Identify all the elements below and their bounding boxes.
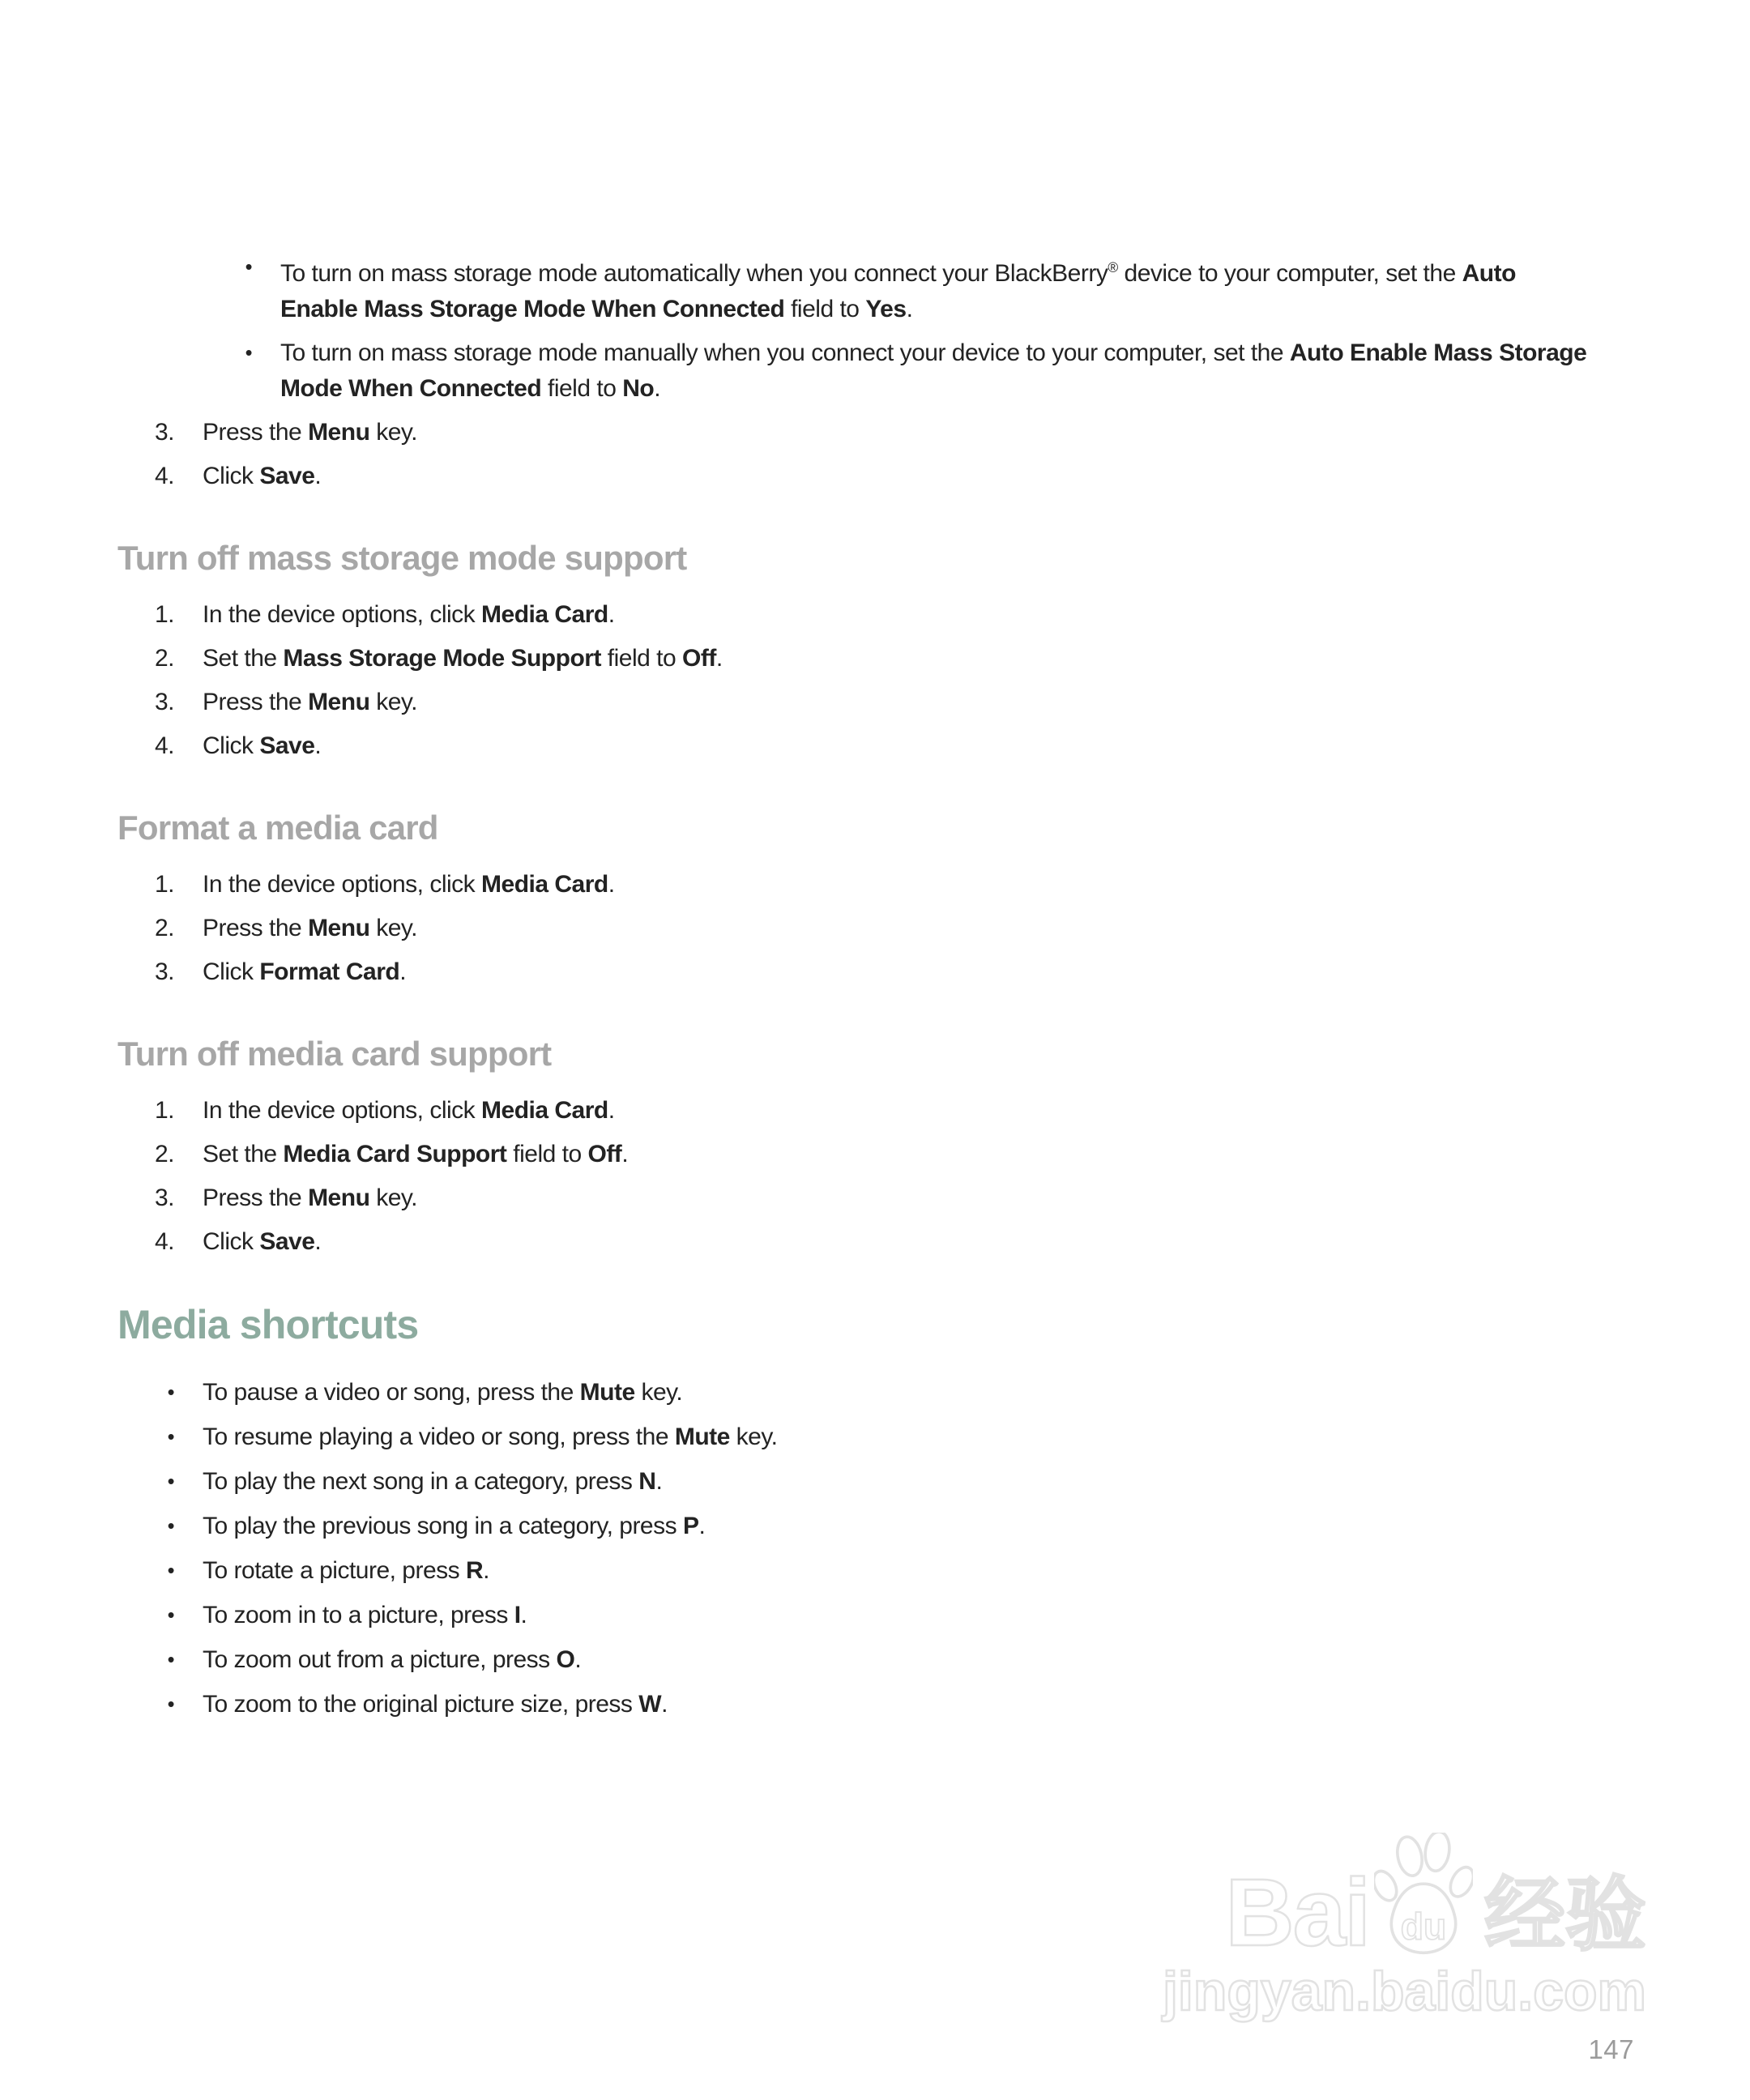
text-segment: key. xyxy=(369,915,418,941)
text-segment: . xyxy=(715,645,723,672)
text-segment: . xyxy=(314,1228,322,1255)
text-segment: O xyxy=(556,1646,575,1673)
list-item xyxy=(117,1224,1653,1260)
item-text xyxy=(203,1419,777,1455)
baidu-logo xyxy=(1163,1833,1646,1966)
text-segment: To resume playing a video or song, press the xyxy=(203,1423,675,1450)
baidu-jingyan-watermark xyxy=(1163,1833,1646,2022)
text-segment: key. xyxy=(369,689,418,715)
text-segment: Media Card xyxy=(481,601,608,628)
numbered-list xyxy=(117,867,1653,990)
text-segment: . xyxy=(661,1691,668,1718)
text-segment: Yes xyxy=(865,296,907,322)
text-segment: In the device options, click xyxy=(203,601,482,628)
text-segment: . xyxy=(520,1602,527,1628)
text-segment: To pause a video or song, press the xyxy=(203,1379,580,1406)
item-number: 2. xyxy=(154,1141,174,1167)
item-text xyxy=(203,1509,705,1544)
text-segment: Format Card xyxy=(259,958,400,985)
text-segment: field to xyxy=(506,1141,588,1167)
list-item xyxy=(117,597,1653,633)
text-segment: To play the next song in a category, press xyxy=(203,1468,639,1495)
text-segment: . xyxy=(399,958,407,985)
list-item xyxy=(117,459,1653,494)
item-text xyxy=(203,867,615,903)
list-item xyxy=(117,641,1653,677)
text-segment: device to your computer, set the xyxy=(1117,260,1462,287)
item-text xyxy=(203,1375,682,1411)
text-segment: Save xyxy=(259,732,315,759)
text-segment: Click xyxy=(203,1228,260,1255)
text-segment: In the device options, click xyxy=(203,871,482,898)
text-segment: Press the xyxy=(203,915,309,941)
text-segment: . xyxy=(698,1513,706,1539)
text-segment: To turn on mass storage mode automatically when you connect your BlackBerry xyxy=(280,260,1108,287)
item-number: 3. xyxy=(154,1184,174,1211)
text-segment: Set the xyxy=(203,645,284,672)
bullet-icon: • xyxy=(167,1649,174,1671)
item-text xyxy=(280,250,1516,327)
text-segment: Press the xyxy=(203,689,309,715)
item-text xyxy=(203,641,723,677)
text-segment: field to xyxy=(784,296,866,322)
bullet-icon: • xyxy=(167,1515,174,1538)
item-number: 1. xyxy=(154,871,174,898)
item-number: 2. xyxy=(154,915,174,941)
text-segment: I xyxy=(514,1602,521,1628)
bullet-icon: • xyxy=(167,1470,174,1493)
text-segment: W xyxy=(638,1691,662,1718)
text-segment: Press the xyxy=(203,1184,309,1211)
text-segment: . xyxy=(314,732,322,759)
text-segment: . xyxy=(608,601,615,628)
bullet-icon: • xyxy=(245,256,252,279)
item-text xyxy=(203,459,321,494)
text-segment: Save xyxy=(259,1228,315,1255)
text-segment: key. xyxy=(729,1423,778,1450)
list-item xyxy=(117,1464,1653,1500)
text-segment: Menu xyxy=(308,419,370,446)
bullet-icon: • xyxy=(245,342,252,365)
text-segment: Off xyxy=(587,1141,622,1167)
bullet-list xyxy=(117,1375,1653,1722)
text-segment: Auto xyxy=(1462,260,1516,287)
item-number: 2. xyxy=(154,645,174,672)
bullet-icon: • xyxy=(167,1426,174,1449)
item-text xyxy=(203,1687,668,1722)
item-text xyxy=(203,415,417,450)
text-segment: . xyxy=(655,1468,663,1495)
list-item xyxy=(117,1509,1653,1544)
list-item xyxy=(117,250,1653,327)
text-segment: field to xyxy=(541,375,623,402)
text-segment: No xyxy=(622,375,655,402)
bullet-icon: • xyxy=(167,1381,174,1404)
text-segment: Click xyxy=(203,732,260,759)
text-segment: Media Card xyxy=(481,1097,608,1124)
item-number: 4. xyxy=(154,1228,174,1255)
text-segment: field to xyxy=(600,645,683,672)
text-segment: Menu xyxy=(308,915,370,941)
list-item xyxy=(117,1180,1653,1216)
main-heading: Media shortcuts xyxy=(117,1302,419,1347)
item-text xyxy=(203,728,321,764)
text-segment: To zoom in to a picture, press xyxy=(203,1602,514,1628)
text-segment: Off xyxy=(682,645,716,672)
list-item xyxy=(117,1419,1653,1455)
bullet-icon: • xyxy=(167,1693,174,1716)
item-number: 3. xyxy=(154,958,174,985)
text-segment: To rotate a picture, press xyxy=(203,1557,466,1584)
bullet-list xyxy=(117,250,1653,407)
numbered-list xyxy=(117,597,1653,764)
baidu-logo-text-jingyan: 经验 xyxy=(1484,1870,1646,1961)
item-text xyxy=(203,1224,321,1260)
item-number: 1. xyxy=(154,1097,174,1124)
text-segment: . xyxy=(608,871,615,898)
text-segment: Set the xyxy=(203,1141,284,1167)
text-segment: ® xyxy=(1108,259,1118,275)
text-segment: In the device options, click xyxy=(203,1097,482,1124)
text-segment: Media Card xyxy=(481,871,608,898)
numbered-list xyxy=(117,415,1653,494)
text-segment: To play the previous song in a category, press xyxy=(203,1513,683,1539)
item-text xyxy=(203,1598,527,1633)
text-segment: . xyxy=(608,1097,615,1124)
list-item xyxy=(117,954,1653,990)
list-item xyxy=(117,1598,1653,1633)
list-item xyxy=(117,911,1653,946)
text-segment: . xyxy=(314,463,322,489)
item-text xyxy=(203,1464,662,1500)
list-item xyxy=(117,1137,1653,1172)
text-segment: . xyxy=(621,1141,629,1167)
text-segment: key. xyxy=(369,1184,418,1211)
text-segment: To zoom out from a picture, press xyxy=(203,1646,557,1673)
text-segment: Enable Mass Storage Mode When Connected xyxy=(280,296,785,322)
bullet-icon: • xyxy=(167,1604,174,1627)
item-text xyxy=(203,685,417,720)
text-segment: Mute xyxy=(579,1379,635,1406)
baidu-paw-icon xyxy=(1374,1833,1473,1961)
text-segment: Menu xyxy=(308,1184,370,1211)
item-number: 4. xyxy=(154,732,174,759)
item-number: 3. xyxy=(154,689,174,715)
item-text xyxy=(203,1093,615,1129)
section-heading: Turn off mass storage mode support xyxy=(117,539,687,577)
list-item xyxy=(117,1642,1653,1678)
item-number: 3. xyxy=(154,419,174,446)
item-text xyxy=(203,597,615,633)
baidu-logo-text-du: du xyxy=(1400,1905,1447,1948)
text-segment: Auto Enable Mass Storage xyxy=(1289,339,1587,366)
list-item xyxy=(117,1553,1653,1589)
item-number: 1. xyxy=(154,601,174,628)
text-segment: key. xyxy=(369,419,418,446)
list-item xyxy=(117,415,1653,450)
text-segment: To zoom to the original picture size, press xyxy=(203,1691,639,1718)
text-segment: . xyxy=(483,1557,490,1584)
text-segment: key. xyxy=(634,1379,683,1406)
list-item xyxy=(117,728,1653,764)
section-heading: Turn off media card support xyxy=(117,1035,552,1073)
list-item xyxy=(117,867,1653,903)
section-heading: Format a media card xyxy=(117,809,438,847)
text-segment: Mode When Connected xyxy=(280,375,542,402)
item-text xyxy=(203,1137,628,1172)
watermark-url: jingyan.baidu.com xyxy=(1163,1961,1646,2022)
item-text xyxy=(203,1642,581,1678)
list-item xyxy=(117,1093,1653,1129)
page-number: 147 xyxy=(1588,2034,1634,2064)
numbered-list xyxy=(117,1093,1653,1260)
text-segment: Press the xyxy=(203,419,309,446)
item-text xyxy=(203,1553,489,1589)
text-segment: Click xyxy=(203,958,260,985)
text-segment: R xyxy=(466,1557,484,1584)
text-segment: Menu xyxy=(308,689,370,715)
list-item xyxy=(117,1375,1653,1411)
list-item xyxy=(117,335,1653,407)
list-item xyxy=(117,1687,1653,1722)
text-segment: Media Card Support xyxy=(283,1141,507,1167)
text-segment: Save xyxy=(259,463,315,489)
text-segment: N xyxy=(638,1468,656,1495)
list-item xyxy=(117,685,1653,720)
text-segment: . xyxy=(654,375,661,402)
text-segment: . xyxy=(574,1646,582,1673)
item-text xyxy=(203,954,406,990)
text-segment: Mass Storage Mode Support xyxy=(283,645,601,672)
text-segment: Click xyxy=(203,463,260,489)
baidu-logo-text-bai: Bai xyxy=(1225,1859,1369,1966)
item-number: 4. xyxy=(154,463,174,489)
item-text xyxy=(203,1180,417,1216)
text-segment: To turn on mass storage mode manually when you connect your device to your computer, set the xyxy=(280,339,1290,366)
item-text xyxy=(203,911,417,946)
item-text xyxy=(280,335,1586,407)
text-segment: P xyxy=(682,1513,699,1539)
bullet-icon: • xyxy=(167,1560,174,1582)
text-segment: Mute xyxy=(674,1423,730,1450)
text-segment: . xyxy=(906,296,913,322)
